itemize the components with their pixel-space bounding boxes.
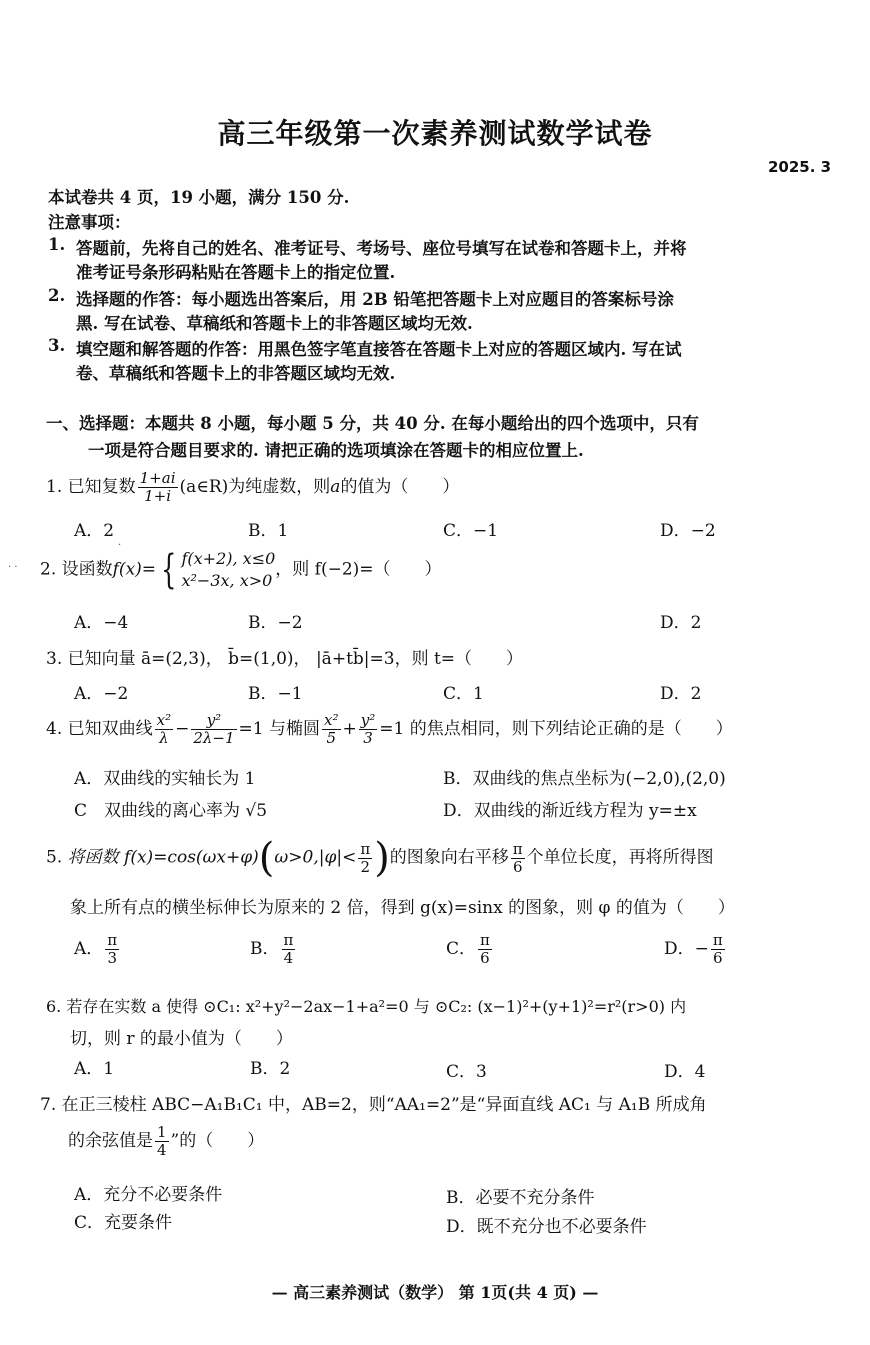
function-expression: f(x)= bbox=[112, 559, 157, 580]
question-text: 将函数 f(x)=cos(ωx+φ) bbox=[67, 847, 259, 868]
fraction bbox=[359, 712, 378, 747]
notice-2-line1: 选择题的作答：每小题选出答案后，用 2B 铅笔把答题卡上对应题目的答案标号涂 bbox=[76, 290, 674, 309]
scan-mark: · bbox=[118, 540, 122, 551]
fraction-denominator: 2λ−1 bbox=[193, 729, 235, 747]
exam-date: 2025. 3 bbox=[768, 158, 832, 176]
condition: ω>0,|φ|< bbox=[274, 847, 357, 868]
option-label: C． bbox=[446, 939, 477, 959]
question-text: 的余弦值是 bbox=[68, 1131, 153, 1151]
question-3 bbox=[46, 644, 523, 669]
notice-1-line1: 答题前，先将自己的姓名、准考证号、考场号、座位号填写在试卷和答题卡上，并将 bbox=[76, 239, 687, 258]
option-label: D．− bbox=[664, 939, 709, 959]
question-number: 6. bbox=[46, 997, 62, 1016]
question-text: 若存在实数 a 使得 ⊙C₁: x²+y²−2ax−1+a²=0 与 ⊙C₂: (x−1)²+(y+1)²=r²(r>0) 内 bbox=[66, 997, 687, 1016]
section-1-heading: 一、选择题：本题共 8 小题，每小题 5 分，共 40 分. 在每小题给出的四个选项中，只有 bbox=[46, 414, 699, 433]
notice-2-line2: 黑. 写在试卷、草稿纸和答题卡上的非答题区域均无效. bbox=[76, 314, 473, 333]
option-4c: C 双曲线的离心率为 √5 bbox=[74, 801, 268, 821]
option-3d: D．2 bbox=[660, 684, 702, 704]
question-text: =1 与椭圆 bbox=[238, 719, 321, 739]
paren-close-icon: ) bbox=[374, 835, 390, 881]
question-5 bbox=[46, 835, 714, 881]
page-footer: — 高三素养测试（数学） 第 1页(共 4 页) — bbox=[271, 1283, 599, 1302]
fraction-numerator: π bbox=[712, 931, 723, 949]
option-6c: C．3 bbox=[446, 1062, 487, 1082]
question-number: 1. bbox=[46, 477, 63, 497]
brace-icon: { bbox=[161, 547, 177, 593]
fraction bbox=[511, 841, 525, 876]
option-2d: D．2 bbox=[660, 613, 702, 633]
option-2b: B．−2 bbox=[248, 613, 303, 633]
option-label: B． bbox=[250, 939, 280, 959]
question-text: 在正三棱柱 ABC−A₁B₁C₁ 中，AB=2，则“AA₁=2”是“异面直线 AC₁ 与 A₁B 所成角 bbox=[61, 1095, 707, 1115]
option-1c: C．−1 bbox=[443, 521, 499, 541]
option-label: A． bbox=[74, 939, 104, 959]
option-1b: B．1 bbox=[248, 521, 289, 541]
notice-3-line2: 卷、草稿纸和答题卡上的非答题区域均无效. bbox=[76, 364, 396, 383]
question-number: 4. bbox=[46, 719, 63, 739]
fraction bbox=[155, 1124, 169, 1159]
fraction-denominator: λ bbox=[159, 729, 169, 747]
fraction bbox=[358, 841, 372, 876]
question-text: (a∈R)为纯虚数，则 bbox=[179, 477, 331, 497]
piecewise-cases bbox=[181, 548, 275, 592]
paren-open-icon: ( bbox=[258, 835, 275, 881]
fraction bbox=[322, 712, 340, 747]
question-text: 设函数 bbox=[61, 559, 113, 580]
exam-summary: 本试卷共 4 页，19 小题，满分 150 分. bbox=[48, 188, 350, 207]
option-7a: A．充分不必要条件 bbox=[74, 1185, 223, 1205]
section-1-heading-cont: 一项是符合题目要求的. 请把正确的选项填涂在答题卡的相应位置上. bbox=[88, 441, 584, 460]
option-5a bbox=[74, 932, 121, 967]
notice-3-line1: 填空题和解答题的作答：用黑色签字笔直接答在答题卡上对应的答题区域内. 写在试 bbox=[76, 340, 682, 359]
question-5-cont: 象上所有点的横坐标伸长为原来的 2 倍，得到 g(x)=sinx 的图象，则 φ 的值为（ ） bbox=[70, 898, 735, 918]
fraction-numerator: π bbox=[480, 931, 490, 949]
fraction-denominator: 6 bbox=[480, 949, 490, 967]
fraction-denominator: 5 bbox=[326, 729, 337, 747]
question-text: 的值为（ ） bbox=[340, 477, 460, 497]
fraction-numerator: π bbox=[283, 931, 294, 949]
operator: + bbox=[342, 719, 357, 739]
operator: − bbox=[175, 719, 190, 739]
option-3c: C．1 bbox=[443, 684, 484, 704]
notice-3-num: 3. bbox=[48, 336, 66, 355]
case-1: f(x+2), x≤0 bbox=[181, 549, 276, 568]
fraction-denominator: 3 bbox=[363, 729, 373, 747]
notice-1-num: 1. bbox=[48, 235, 66, 254]
page-title: 高三年级第一次素养测试数学试卷 bbox=[217, 117, 653, 150]
question-6-cont: 切，则 r 的最小值为（ ） bbox=[70, 1029, 293, 1049]
case-2: x²−3x, x>0 bbox=[181, 571, 273, 590]
question-7-cont bbox=[68, 1124, 264, 1159]
question-text: 个单位长度，再将所得图 bbox=[526, 847, 714, 868]
option-6b: B．2 bbox=[250, 1059, 291, 1079]
fraction-denominator: 2 bbox=[360, 857, 371, 876]
option-5b bbox=[250, 932, 297, 967]
option-1d: D．−2 bbox=[660, 521, 716, 541]
question-number: 7. bbox=[40, 1095, 57, 1115]
fraction bbox=[138, 470, 178, 505]
fraction-numerator: x² bbox=[156, 711, 172, 729]
fraction-numerator: 1 bbox=[157, 1123, 167, 1141]
fraction-numerator: y² bbox=[360, 711, 376, 729]
fraction-denominator: 4 bbox=[157, 1141, 167, 1159]
question-text: 的图象向右平移 bbox=[389, 847, 509, 868]
option-4d: D．双曲线的渐近线方程为 y=±x bbox=[443, 801, 697, 821]
fraction-numerator: x² bbox=[324, 711, 339, 729]
variable: a bbox=[330, 477, 341, 497]
fraction-denominator: 3 bbox=[107, 949, 117, 967]
question-number: 5. bbox=[46, 847, 63, 868]
notice-1-line2: 准考证号条形码粘贴在答题卡上的指定位置. bbox=[76, 263, 396, 282]
scan-mark: · · bbox=[8, 562, 18, 573]
fraction bbox=[282, 932, 296, 967]
option-2a: A．−4 bbox=[74, 613, 129, 633]
option-1a: A．2 bbox=[74, 521, 115, 541]
notice-title: 注意事项： bbox=[48, 213, 131, 232]
question-text: ，则 f(−2)=（ ） bbox=[275, 559, 442, 580]
option-6a: A．1 bbox=[74, 1059, 115, 1079]
option-4b: B．双曲线的焦点坐标为(−2,0),(2,0) bbox=[443, 769, 726, 789]
fraction-denominator: 6 bbox=[512, 857, 523, 876]
option-7b: B．必要不充分条件 bbox=[446, 1188, 595, 1208]
fraction bbox=[711, 932, 725, 967]
option-5c bbox=[446, 932, 494, 967]
option-7c: C．充要条件 bbox=[74, 1213, 173, 1233]
question-text: 已知向量 ā=(2,3)， b̄=(1,0)， |ā+tb̄|=3，则 t=（ ） bbox=[67, 649, 524, 669]
fraction-denominator: 4 bbox=[283, 949, 294, 967]
fraction-numerator: 1+ai bbox=[139, 469, 176, 487]
question-2 bbox=[40, 548, 442, 592]
question-1 bbox=[46, 470, 459, 505]
question-number: 3. bbox=[46, 649, 63, 669]
option-6d: D．4 bbox=[664, 1062, 706, 1082]
question-4 bbox=[46, 712, 733, 747]
question-6 bbox=[46, 994, 686, 1017]
question-number: 2. bbox=[40, 559, 57, 580]
fraction-numerator: y² bbox=[191, 712, 236, 730]
fraction-numerator: π bbox=[107, 931, 118, 949]
fraction-denominator: 1+i bbox=[144, 487, 172, 505]
fraction bbox=[478, 932, 492, 967]
option-4a: A．双曲线的实轴长为 1 bbox=[74, 769, 256, 789]
option-5d bbox=[664, 932, 727, 967]
fraction bbox=[105, 932, 119, 967]
notice-2-num: 2. bbox=[48, 286, 66, 305]
fraction-denominator: 6 bbox=[713, 949, 723, 967]
question-text: 已知复数 bbox=[67, 477, 136, 497]
fraction bbox=[155, 712, 173, 747]
question-7 bbox=[40, 1090, 707, 1115]
fraction-numerator: π bbox=[512, 839, 523, 858]
question-text: ”的（ ） bbox=[170, 1131, 265, 1151]
fraction-numerator: π bbox=[360, 839, 371, 858]
question-text: 已知双曲线 bbox=[67, 719, 153, 739]
option-7d: D．既不充分也不必要条件 bbox=[446, 1217, 647, 1237]
fraction bbox=[191, 712, 236, 747]
question-text: =1 的焦点相同，则下列结论正确的是（ ） bbox=[379, 719, 733, 739]
option-3b: B．−1 bbox=[248, 684, 303, 704]
option-3a: A．−2 bbox=[74, 684, 129, 704]
